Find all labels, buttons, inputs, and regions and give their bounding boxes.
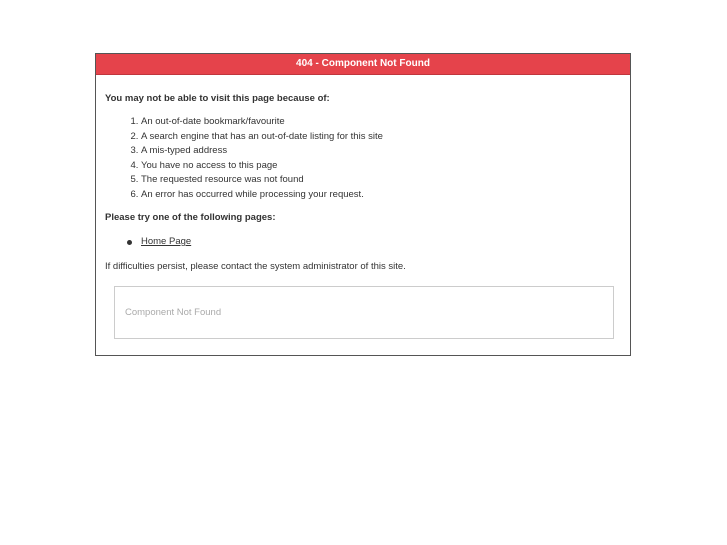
list-item: 5. The requested resource was not found: [141, 173, 383, 188]
reasons-heading: You may not be able to visit this page because of:: [105, 93, 330, 104]
pages-list: [105, 235, 191, 249]
list-item: 2. A search engine that has an out-of-date listing for this site: [141, 130, 383, 145]
reasons-list: [105, 115, 383, 202]
list-item: 4. You have no access to this page: [141, 159, 383, 174]
list-item: 6. An error has occurred while processing your request.: [141, 188, 383, 203]
error-box: [95, 53, 631, 356]
bullet-icon: [127, 240, 132, 245]
home-page-link[interactable]: Home Page: [141, 236, 192, 247]
contact-text: If difficulties persist, please contact the system administrator of this site.: [105, 261, 406, 272]
list-item: 1. An out-of-date bookmark/favourite: [141, 115, 383, 130]
list-item: 3. A mis-typed address: [141, 144, 383, 159]
list-item: [141, 235, 191, 249]
error-title: 404 - Component Not Found: [96, 54, 630, 75]
pages-heading: Please try one of the following pages:: [105, 212, 276, 223]
error-message-box: [114, 286, 614, 339]
error-message: Component Not Found: [125, 307, 222, 318]
